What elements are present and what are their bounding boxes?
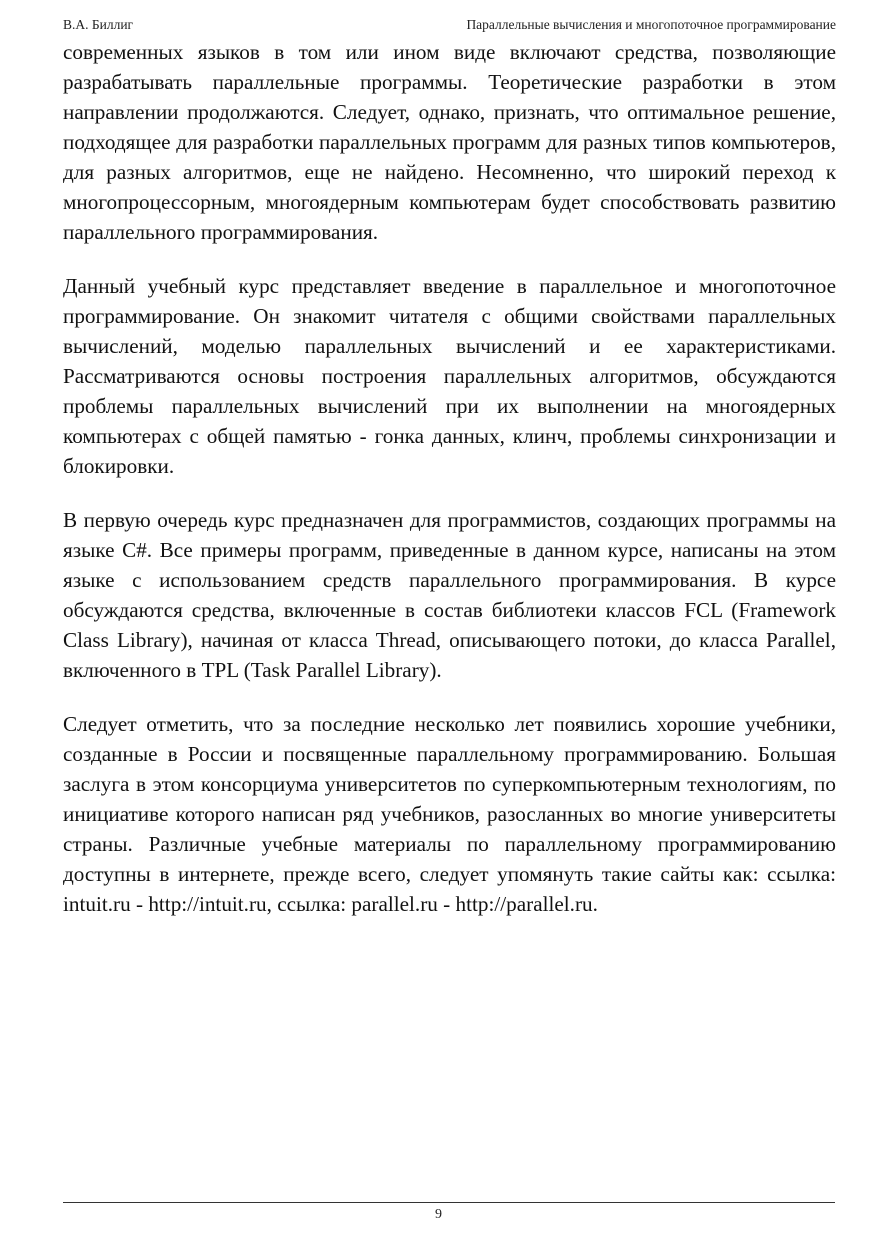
body-paragraph-2: Данный учебный курс представляет введение в параллельное и многопоточное программирование. Он знакомит читателя с общими свойствами параллельных вычислений, моделью параллельных вычислений и ее характеристиками. Рассматриваются основы построения параллельных алгоритмов, обсуждаются проблемы параллельных вычислений при их выполнении на многоядерных компьютерах с общей памятью - гонка данных, клинч, проблемы синхронизации и блокировки. bbox=[63, 274, 836, 478]
body-paragraph-4: Следует отметить, что за последние несколько лет появились хорошие учебники, созданные в России и посвященные параллельному программированию. Большая заслуга в этом консорциума университетов по суперкомпьютерным технологиям, по инициативе которого написан ряд учебников, разосланных во многие университеты страны. Различные учебные материалы по параллельному программированию доступны в интернете, прежде всего, следует упомянуть такие сайты как: ссылка: intuit.ru - http://intuit.ru, ссылка: parallel.ru - http://parallel.ru. bbox=[63, 712, 836, 916]
page-body bbox=[63, 37, 836, 943]
page-header bbox=[63, 15, 836, 35]
header-title: Параллельные вычисления и многопоточное программирование bbox=[466, 17, 836, 32]
footer-divider bbox=[63, 1202, 835, 1203]
body-paragraph-3: В первую очередь курс предназначен для программистов, создающих программы на языке C#. Все примеры программ, приведенные в данном курсе, написаны на этом языке с использованием средств параллельного программирования. В курсе обсуждаются средства, включенные в состав библиотеки классов FCL (Framework Class Library), начиная от класса Thread, описывающего потоки, до класса Parallel, включенного в TPL (Task Parallel Library). bbox=[63, 508, 836, 682]
page-number: 9 bbox=[435, 1207, 442, 1222]
header-author: В.А. Биллиг bbox=[63, 17, 134, 32]
body-paragraph-1: современных языков в том или ином виде включают средства, позволяющие разрабатывать параллельные программы. Теоретические разработки в этом направлении продолжаются. Следует, однако, признать, что оптимальное решение, подходящее для разработки параллельных программ для разных типов компьютеров, для разных алгоритмов, еще не найдено. Несомненно, что широкий переход к многопроцессорным, многоядерным компьютерам будет способствовать развитию параллельного программирования. bbox=[63, 40, 836, 244]
